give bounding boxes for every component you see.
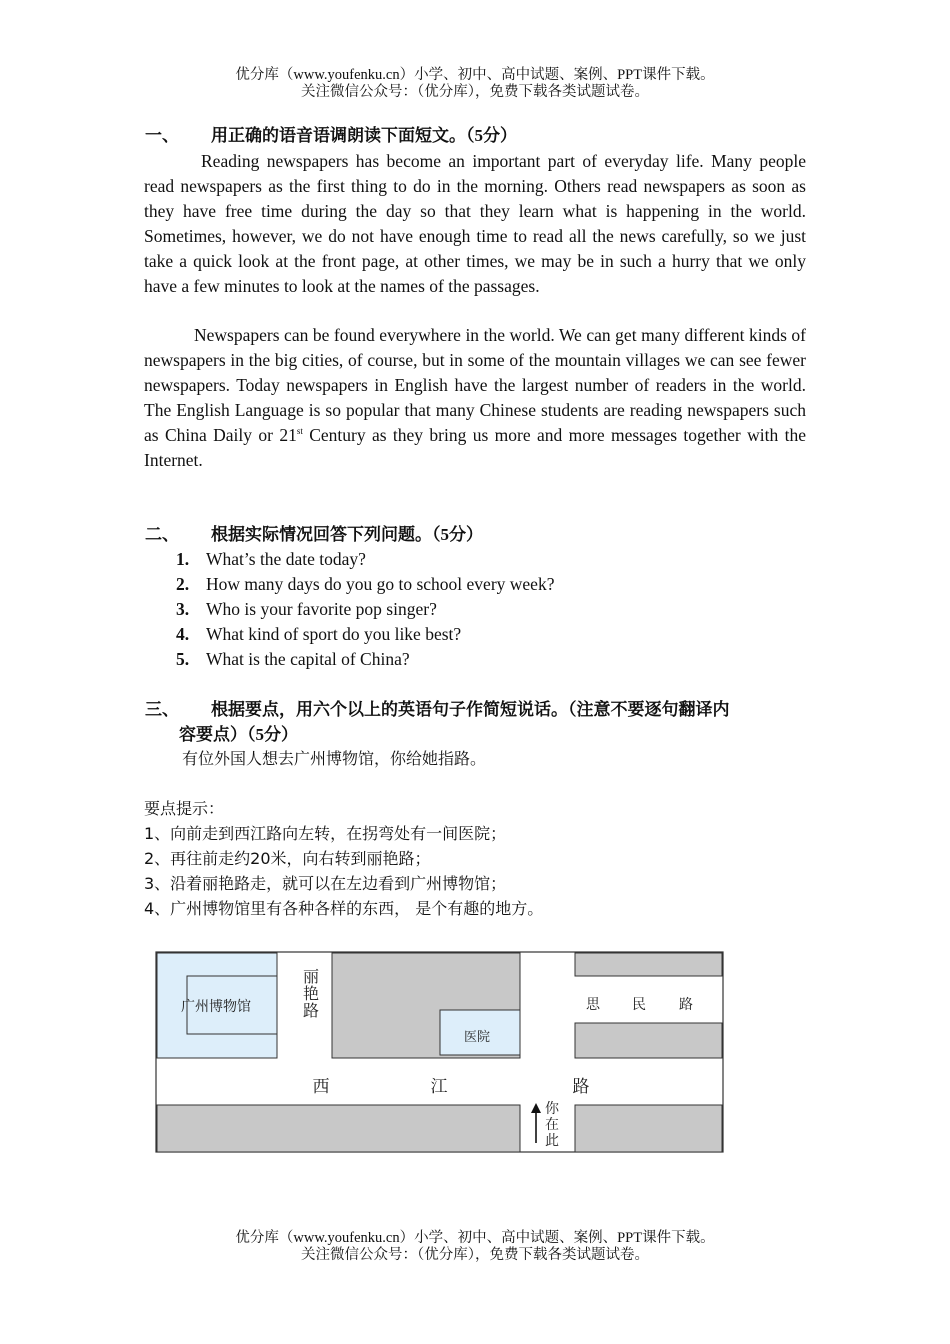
question-list [176,547,554,672]
section-3-number: 三、 [145,700,179,719]
simin-road-char: 思 [586,997,600,1013]
hint-item: 3、沿着丽艳路走，就可以在左边看到广州博物馆； [144,874,507,893]
section-2-title [145,522,810,547]
header-line-1: 优分库（www.youfenku.cn）小学、初中、高中试题、案例、PPT课件下载。 [235,67,715,83]
paragraph-2-text-a: Newspapers can be found everywhere in the world. We can get many different kinds of newspapers in the big cities, of course, but in some of the mountain villages we can see fewer newspapers. Today newspapers in English have the largest number of readers in the world. The English Language is so popular that many Chinese students are reading newspapers such as China Daily or 21 [144,325,806,445]
footer-line-1: 优分库（www.youfenku.cn）小学、初中、高中试题、案例、PPT课件下载。 [235,1230,715,1246]
page-header [0,67,950,101]
liyan-road-char: 路 [302,1001,320,1020]
section-3-heading-line-1: 根据要点，用六个以上的英语句子作简短说话。（注意不要逐句翻译内 [211,700,730,719]
footer-line-2: 关注微信公众号：（优分库），免费下载各类试题试卷。 [301,1247,649,1263]
section-3-intro: 有位外国人想去广州博物馆，你给她指路。 [182,749,487,768]
section-1-paragraph-2 [144,323,806,473]
street-map [155,951,725,1155]
xijiang-road-char: 路 [572,1077,590,1097]
question-item: 4. What kind of sport do you like best? [176,624,462,644]
question-item: 1. What’s the date today? [176,549,366,569]
paragraph-2-text-b: Century as they bring us more and more messages together with the Internet. [144,425,806,470]
header-line-2: 关注微信公众号：（优分库），免费下载各类试题试卷。 [301,84,649,100]
simin-road-char: 路 [679,997,693,1013]
city-block [575,1105,722,1152]
xijiang-road-char: 西 [312,1077,330,1097]
hint-item: 4、广州博物馆里有各种各样的东西， 是个有趣的地方。 [144,899,544,918]
you-are-here-char: 此 [545,1133,559,1149]
xijiang-road-char: 江 [430,1077,448,1097]
hint-item: 2、再往前走约20米，向右转到丽艳路； [144,849,431,868]
page-footer [0,1230,950,1264]
liyan-road-char: 丽 [302,967,320,986]
museum-label: 广州博物馆 [181,999,251,1015]
hint-item: 1、向前走到西江路向左转，在拐弯处有一间医院； [144,824,507,843]
hints-label: 要点提示： [144,799,225,818]
you-are-here-char: 你 [545,1101,559,1117]
question-item: 2. How many days do you go to school every week? [176,574,555,594]
superscript-st: st [296,426,303,437]
question-item: 3. Who is your favorite pop singer? [176,599,437,619]
section-3-title [145,697,810,747]
hospital-label: 医院 [463,1030,491,1045]
question-item: 5. What is the capital of China? [176,649,410,669]
liyan-road-char: 艳 [302,984,320,1003]
city-block [575,953,722,976]
city-block [575,1023,722,1058]
section-1-paragraph-1: Reading newspapers has become an important part of everyday life. Many people read newspapers as the first thing to do in the morning. Others read newspapers as soon as they have free time during the day so that they learn what is happening in the world. Sometimes, however, we do not have enough time to read all the news carefully, so we just take a quick look at the front page, at other times, we may be in such a hurry that we only have a few minutes to look at the names of the passages. [144,151,806,296]
section-1-title [145,123,810,148]
simin-road-char: 民 [632,997,646,1013]
city-block [157,1105,520,1152]
you-are-here-char: 在 [545,1117,559,1133]
section-2-number: 二、 [145,525,179,544]
section-3-heading-line-2: 容要点）（5分） [179,725,298,744]
section-1-heading: 用正确的语音语调朗读下面短文。（5分） [211,126,517,145]
section-2-heading: 根据实际情况回答下列问题。（5分） [211,525,483,544]
section-1-number: 一、 [145,126,179,145]
